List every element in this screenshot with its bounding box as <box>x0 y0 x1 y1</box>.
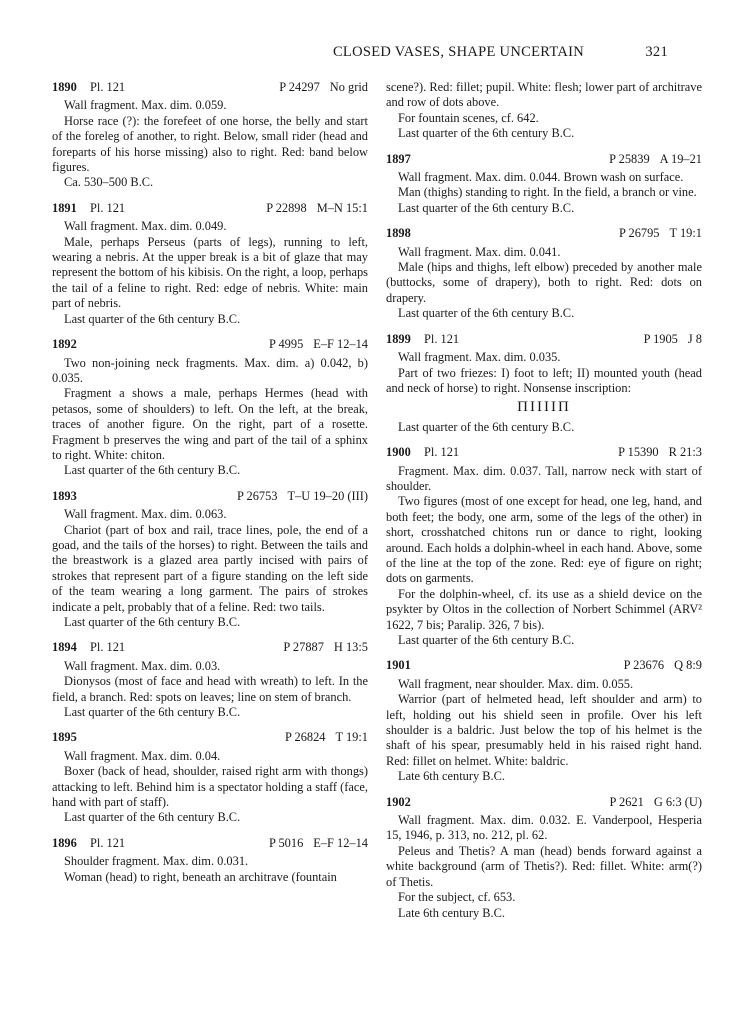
entry-paragraph: Dionysos (most of face and head with wreath) to left. In the field, a branch. Red: spots on leaves; line on stem of branch. <box>52 674 368 704</box>
inventory-number: P 27887 <box>283 640 324 655</box>
entry-number: 1895 <box>52 730 77 745</box>
entry-paragraph: Wall fragment. Max. dim. 0.035. <box>398 350 561 365</box>
plate-reference: Pl. 121 <box>90 80 126 94</box>
plate-reference <box>424 226 464 241</box>
grid-reference: E–F 12–14 <box>313 835 368 850</box>
entry-number: 1902 <box>386 794 411 809</box>
catalogue-entry <box>52 80 368 191</box>
catalogue-entry <box>52 640 368 720</box>
header-spacer <box>464 152 609 167</box>
entry-paragraph: Part of two friezes: I) foot to left; II) mounted youth (head and neck of horse) to right. Nonsense inscription: <box>386 365 702 395</box>
entry-paragraph: Last quarter of the 6th century B.C. <box>398 200 575 215</box>
catalogue-entry <box>386 795 702 921</box>
entry-header <box>52 201 368 216</box>
entry-paragraph: For the subject, cf. 653. <box>398 890 516 905</box>
plate-reference <box>90 730 130 745</box>
entry-paragraph: Man (thighs) standing to right. In the field, a branch or vine. <box>398 185 697 200</box>
entry-paragraph: Wall fragment. Max. dim. 0.049. <box>64 219 227 234</box>
grid-reference: T–U 19–20 (III) <box>287 488 368 503</box>
entry-paragraph: Last quarter of the 6th century B.C. <box>64 463 241 478</box>
catalogue-entry <box>52 489 368 631</box>
entry-paragraph: Last quarter of the 6th century B.C. <box>398 306 575 321</box>
entry-paragraph: Last quarter of the 6th century B.C. <box>64 311 241 326</box>
entry-paragraph: Fragment a shows a male, perhaps Hermes (head with petasos, some of shoulders) to left. On the left, at the break, traces of another figure. On the right, part of a rosette. Fragment b preserves the wing and part of the tail of a sphinx to right. White: chiton. <box>52 386 368 462</box>
inventory-number: P 26795 <box>619 226 660 241</box>
entry-header <box>386 332 702 347</box>
entry-header <box>52 836 368 851</box>
entry-header <box>52 489 368 504</box>
continued-entry <box>386 80 702 142</box>
header-spacer <box>130 80 279 95</box>
entry-paragraph: Boxer (back of head, shoulder, raised right arm with thongs) attacking to left. Behind him is a spectator holding a staff (face, hand with part of staff). <box>52 764 368 810</box>
entry-header <box>52 730 368 745</box>
entry-paragraph: Ca. 530–500 B.C. <box>64 175 154 190</box>
inventory-number: P 2621 <box>609 794 644 809</box>
entry-paragraph: Peleus and Thetis? A man (head) bends forward against a white background (arm of Thetis?). Red: fillet. White: arm(?) of Thetis. <box>386 843 702 889</box>
grid-reference: No grid <box>329 80 368 94</box>
grid-reference: J 8 <box>687 331 702 346</box>
inventory-number: P 22898 <box>266 200 307 215</box>
plate-reference <box>424 658 464 673</box>
entry-header <box>386 658 702 673</box>
header-spacer <box>130 201 266 216</box>
page-title: CLOSED VASES, SHAPE UNCERTAIN <box>332 44 584 60</box>
grid-reference: R 21:3 <box>668 445 702 460</box>
inventory-number: P 1905 <box>643 331 678 346</box>
entry-paragraph: Last quarter of the 6th century B.C. <box>64 615 241 629</box>
entry-paragraph: Two figures (most of one except for head, one leg, hand, and both feet; the body, one arm, some of the legs of the other) in short, crosshatched chitons run or dance to right, looking around. Each holds a dolphin-wheel in each hand. Above, some of the line at the top of the zone. Red: eye of figure on right; dots on garments. <box>386 494 702 586</box>
entry-number: 1901 <box>386 658 411 673</box>
entry-header <box>52 640 368 655</box>
inventory-number: P 5016 <box>268 835 304 850</box>
catalogue-entry <box>52 836 368 885</box>
entry-number: 1890 <box>52 80 77 94</box>
grid-reference: G 6:3 (U) <box>653 794 702 809</box>
entry-paragraph: Woman (head) to right, beneath an architrave (fountain <box>64 869 337 884</box>
entry-paragraph: Wall fragment. Max. dim. 0.03. <box>64 658 221 673</box>
header-spacer <box>464 795 610 810</box>
entry-paragraph: Two non-joining neck fragments. Max. dim. a) 0.042, b) 0.035. <box>52 355 368 385</box>
entry-paragraph: Last quarter of the 6th century B.C. <box>64 810 241 825</box>
inventory-number: P 4995 <box>268 337 304 352</box>
inventory-number: P 15390 <box>618 445 659 460</box>
header-spacer <box>130 337 269 352</box>
entry-paragraph: Late 6th century B.C. <box>398 905 506 920</box>
entry-paragraph: Wall fragment. Max. dim. 0.032. E. Vanderpool, Hesperia 15, 1946, p. 313, no. 212, pl. 62. <box>386 813 702 843</box>
plate-reference: Pl. 121 <box>90 200 126 215</box>
entry-paragraph: Wall fragment, near shoulder. Max. dim. 0.055. <box>398 676 634 691</box>
header-spacer <box>464 226 619 241</box>
entry-header <box>52 337 368 352</box>
plate-reference <box>90 337 130 352</box>
header-spacer <box>464 445 618 460</box>
entry-header <box>386 152 702 167</box>
entry-number: 1894 <box>52 640 77 655</box>
entry-paragraph: Wall fragment. Max. dim. 0.063. <box>64 507 227 522</box>
catalogue-entry <box>386 658 702 784</box>
plate-reference <box>424 795 464 810</box>
inventory-number: P 23676 <box>623 658 665 673</box>
entry-paragraph: Wall fragment. Max. dim. 0.041. <box>398 244 561 259</box>
grid-reference: M–N 15:1 <box>316 200 368 215</box>
catalogue-entry <box>386 226 702 321</box>
entry-paragraph: scene?). Red: fillet; pupil. White: flesh; lower part of architrave and row of dots above. <box>386 80 702 110</box>
entry-paragraph: Wall fragment. Max. dim. 0.04. <box>64 748 221 763</box>
entry-paragraph: For the dolphin-wheel, cf. its use as a shield device on the psykter by Oltos in the collection of Norbert Schimmel (ARV² 1622, 7 bis; Paralip. 326, 7 bis). <box>386 586 702 632</box>
header-spacer <box>464 332 644 347</box>
entry-number: 1892 <box>52 337 77 352</box>
inventory-number: P 26753 <box>236 488 278 503</box>
plate-reference: Pl. 121 <box>424 331 460 346</box>
inventory-number: P 24297 <box>279 80 320 94</box>
entry-paragraph: Last quarter of the 6th century B.C. <box>398 633 575 647</box>
grid-reference: Q 8:9 <box>674 658 702 673</box>
header-spacer <box>130 836 269 851</box>
entry-paragraph: Late 6th century B.C. <box>398 769 506 784</box>
plate-reference <box>424 152 464 167</box>
inventory-number: P 25839 <box>609 151 650 166</box>
left-column <box>52 80 368 895</box>
header-spacer <box>130 489 237 504</box>
entry-header <box>386 795 702 810</box>
catalogue-entry <box>386 152 702 217</box>
header-spacer <box>130 640 283 655</box>
entry-number: 1893 <box>52 488 77 503</box>
entry-paragraph: Male (hips and thighs, left elbow) preceded by another male (buttocks, some of drapery), both to right. Red: dots on drapery. <box>386 260 702 305</box>
plate-reference: Pl. 121 <box>424 445 460 460</box>
entry-header <box>386 445 702 460</box>
entry-paragraph: Warrior (part of helmeted head, left shoulder and arm) to left, holding out his shield seen in profile. Over his left shoulder is a baldric. Just below the top of his helmet is the shaft of his spear, presumably held in his raised right hand. Red: fillet on helmet. White: baldric. <box>386 692 702 768</box>
entry-header <box>386 226 702 241</box>
plate-reference: Pl. 121 <box>90 835 126 850</box>
catalogue-entry <box>386 445 702 648</box>
grid-reference: H 13:5 <box>333 640 368 655</box>
plate-reference <box>90 489 130 504</box>
catalogue-entry <box>52 337 368 479</box>
right-column <box>386 80 702 931</box>
entry-paragraph: Wall fragment. Max. dim. 0.059. <box>64 98 227 113</box>
entry-paragraph: Last quarter of the 6th century B.C. <box>398 419 575 434</box>
grid-reference: E–F 12–14 <box>313 337 368 352</box>
entry-number: 1891 <box>52 200 77 215</box>
entry-number: 1899 <box>386 331 411 346</box>
entry-number: 1898 <box>386 226 411 241</box>
entry-paragraph: Last quarter of the 6th century B.C. <box>64 705 241 720</box>
entry-number: 1897 <box>386 151 411 166</box>
header-spacer <box>464 658 624 673</box>
entry-paragraph: Shoulder fragment. Max. dim. 0.031. <box>64 854 249 869</box>
entry-paragraph: Chariot (part of box and rail, trace lines, pole, the end of a goad, and the tails of the horses) to right. Between the tails and the breastwork is a glazed area partly incised with pairs of strokes that represent part of a figure standing on the left side of the team wearing a long garment. The pairs of strokes indicate a pelt, probably that of a feline. Red: two tails. <box>52 522 368 614</box>
catalogue-entry <box>52 730 368 825</box>
plate-reference: Pl. 121 <box>90 640 126 655</box>
header-spacer <box>130 730 285 745</box>
grid-reference: T 19:1 <box>669 226 702 241</box>
entry-paragraph: Male, perhaps Perseus (parts of legs), running to left, wearing a nebris. At the upper break is a bit of glaze that may represent the bottom of his kibisis. On the right, a loop, perhaps the tail of a feline to right. Red: edge of nebris. White: main part of nebris. <box>52 234 368 311</box>
inventory-number: P 26824 <box>285 730 326 745</box>
entry-paragraph: For fountain scenes, cf. 642. <box>398 110 539 125</box>
entry-number: 1896 <box>52 835 77 850</box>
entry-paragraph: Horse race (?): the forefeet of one horse, the belly and start of the foreleg of another, to right. Below, small rider (head and foreparts of his horse missing) also to right. Red: band below figures. <box>52 113 368 175</box>
catalogue-entry <box>52 201 368 327</box>
entry-number: 1900 <box>386 445 411 460</box>
page-number: 321 <box>645 44 668 60</box>
grid-reference: A 19–21 <box>659 151 702 166</box>
catalogue-entry <box>386 332 702 435</box>
entry-paragraph: Fragment. Max. dim. 0.037. Tall, narrow neck with start of shoulder. <box>386 463 702 493</box>
entry-paragraph: Last quarter of the 6th century B.C. <box>398 126 575 141</box>
entry-header <box>52 80 368 95</box>
grid-reference: T 19:1 <box>335 730 368 745</box>
nonsense-inscription: ΠΙΙΙΙΠ <box>517 399 571 416</box>
entry-paragraph: Wall fragment. Max. dim. 0.044. Brown wash on surface. <box>398 170 684 185</box>
